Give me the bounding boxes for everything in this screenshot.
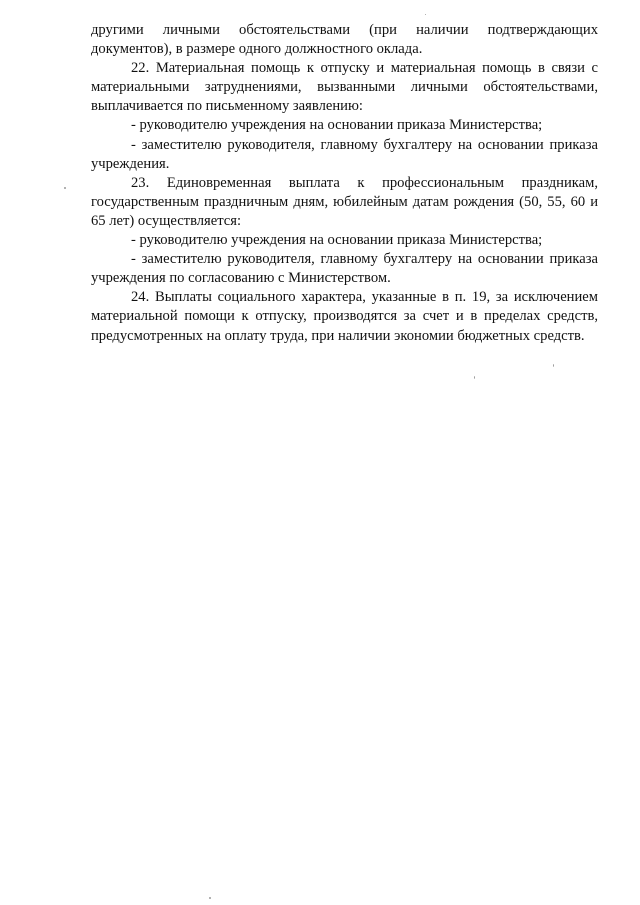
scan-speck bbox=[474, 376, 475, 379]
paragraph-23-item-head: - руководителю учреждения на основании приказа Министерства; bbox=[131, 232, 543, 249]
paragraph-continuation: другими личными обстоятельствами (при наличии подтверждающих документов), в размере одного должностного оклада. bbox=[91, 22, 598, 58]
paragraph-23-item-deputy: - заместителю руководителя, главному бухгалтеру на основании приказа учреждения по согласованию с Министерством. bbox=[91, 251, 598, 287]
scan-speck bbox=[425, 14, 426, 15]
scan-speck bbox=[553, 364, 554, 367]
paragraph-22-item-deputy: - заместителю руководителя, главному бухгалтеру на основании приказа учреждения. bbox=[91, 136, 598, 172]
scan-speck bbox=[64, 187, 66, 189]
document-body bbox=[91, 21, 598, 346]
paragraph-22-item-head: - руководителю учреждения на основании приказа Министерства; bbox=[131, 117, 543, 134]
paragraph-23: 23. Единовременная выплата к профессиональным праздникам, государственным праздничным дням, юбилейным датам рождения (50, 55, 60 и 65 лет) осуществляется: bbox=[91, 174, 598, 229]
paragraph-24: 24. Выплаты социального характера, указанные в п. 19, за исключением материальной помощи к отпуску, производятся за счет и в пределах средств, предусмотренных на оплату труда, при наличии экономии бюджетных средств. bbox=[91, 289, 598, 344]
paragraph-22: 22. Материальная помощь к отпуску и материальная помощь в связи с материальными затруднениями, вызванными личными обстоятельствами, выплачивается по письменному заявлению: bbox=[91, 60, 598, 115]
scan-speck bbox=[209, 897, 211, 899]
